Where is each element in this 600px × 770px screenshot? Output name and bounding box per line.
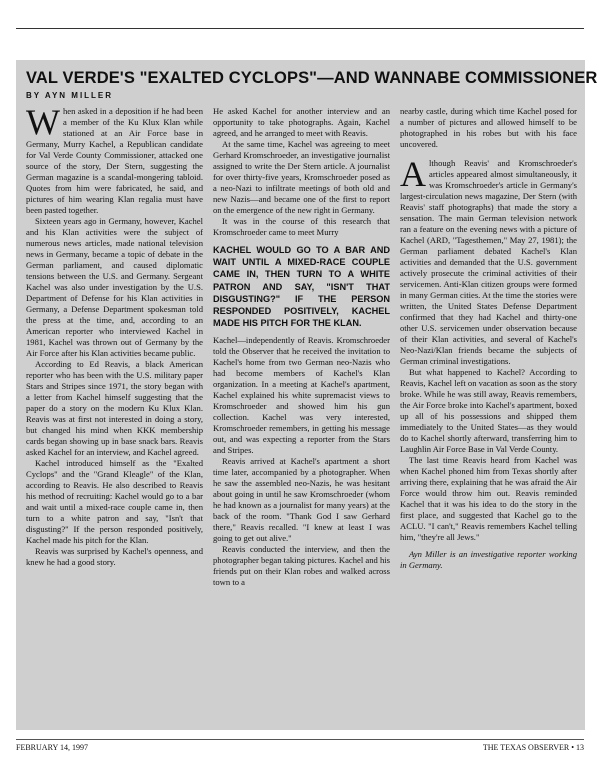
paragraph: It was in the course of this research that Kromschroeder came to meet Murry: [213, 216, 390, 237]
paragraph: The last time Reavis heard from Kachel was when Kachel phoned him from Texas shortly after arriving there, explaining that he was afraid the Air Force would throw him out. Reavis reminded Kachel that it was his idea to do the story in the first place, and suggested that Kachel go to the ACLU. "I can't," Reavis remembers Kachel telling him, "they're all Jews.": [400, 455, 577, 542]
article-panel: [16, 60, 598, 730]
drop-cap: W: [26, 106, 60, 142]
paragraph: Kachel introduced himself as the "Exalted Cyclops" and the "Grand Kleagle" of the Klan, according to Reavis. He also described to Reavis his method of recruiting: Kachel would go to a bar and wait until a mixed-race couple came in, then turn to a white patron and say, "Isn't that disgusting?" If the person responded positively, Kachel made his pitch for the Klan.: [26, 458, 203, 545]
footer-date: FEBRUARY 14, 1997: [16, 743, 88, 752]
drop-cap: A: [400, 154, 426, 194]
paragraph: Reavis was surprised by Kachel's openness, and knew he had a good story.: [26, 546, 203, 567]
column-1: [26, 106, 203, 724]
paragraph: [400, 154, 577, 367]
paragraph: Reavis conducted the interview, and then the photographer began taking pictures. Kachel and his friends put on their Klan robes and walked across town to a: [213, 544, 390, 588]
column-3: [400, 106, 577, 724]
column-2: [213, 106, 390, 724]
paragraph: According to Ed Reavis, a black American reporter who has been with the U.S. military paper Stars and Stripes since 1971, the story began with a letter from Kachel himself suggesting that the paper do a story on the modern Ku Klux Klan. Reavis was at first not interested in doing a story, but changed his mind when KKK membership cards began showing up in base snack bars. Reavis asked Kachel for an interview, and Kachel agreed.: [26, 359, 203, 457]
paragraph: nearby castle, during which time Kachel posed for a number of pictures and allowed himself to be photographed in his robes but with his face uncovered.: [400, 106, 577, 149]
article-byline: BY AYN MILLER: [26, 91, 114, 100]
footer-publication: THE TEXAS OBSERVER • 13: [482, 743, 584, 752]
author-note: Ayn Miller is an investigative reporter working in Germany.: [400, 549, 577, 570]
paragraph: Sixteen years ago in Germany, however, Kachel and his Klan activities were the subject of numerous news articles, made national television news in Germany, became a topic of debate in the German parliament, and caused diplomatic tensions between the U.S. and Germany. Sergeant Kachel was also under investigation by the U.S. Department of Defense for his Klan activities in Germany, a Defense Department spokesman told the press at the time, and, according to an American reporter who interviewed Kachel in 1981, Kachel was thrown out of Germany by the Air Force after his Klan activities became public.: [26, 216, 203, 358]
paragraph: Kachel—independently of Reavis. Kromschroeder told the Observer that he received the invitation to Kachel's home from two German neo-Nazis who had become members of Kachel's Klan organization. In a meeting at Kachel's apartment, Kachel explained his white supremacist views to Kromschroeder and showed him his gun collection. Kachel was very interested, Kromschroeder remembers, in getting his message out, and was expecting a reporter from the Stars and Stripes.: [213, 335, 390, 456]
paragraph: At the same time, Kachel was agreeing to meet Gerhard Kromschroeder, an investigative journalist assigned to write the Der Stern article. A journalist for over thirty-five years, Kromschroeder posed as a neo-Nazi to infiltrate meetings of both old and new Nazis—and became one of the first to report on the emergence of the new right in Germany.: [213, 139, 390, 215]
article-columns: [26, 106, 577, 724]
top-rule: [16, 28, 584, 29]
paragraph: He asked Kachel for another interview and an opportunity to take photographs. Again, Kachel agreed, and he arranged to meet with Reavis.: [213, 106, 390, 138]
article-title: VAL VERDE'S "EXALTED CYCLOPS"—AND WANNABE COMMISSIONER: [26, 69, 598, 87]
paragraph-text: lthough Reavis' and Kromschroeder's articles appeared almost simultaneously, it was Kromschroeder's article in Germany's largest-circulation news magazine, Der Stern (with Reavis' staff photographs) that made the story a sensation. The main German television network ran a feature on the evening news with a picture of Kachel (ARD, "Tagesthemen," May 27, 1981); the German parliament debated Kachel's Klan activities and demanded that the U.S. government actively prosecute the criminal activities of their servicemen. Anti-Klan citizen groups were formed in many German cities. At the time the stories were written, the United States Defense Department confirmed that they had Kachel and thirty-one other U.S. servicemen under observation because of their Klan activities, and several of Kachel's Neo-Nazi/Klan friends became the subjects of German criminal investigations.: [400, 158, 577, 366]
pull-quote: KACHEL WOULD GO TO A BAR AND WAIT UNTIL A MIXED-RACE COUPLE CAME IN, THEN TURN TO A WHITE PATRON AND SAY, "ISN'T THAT DISGUSTING?" IF THE PERSON RESPONDED POSITIVELY, KACHEL MADE HIS PITCH FOR THE KLAN.: [213, 245, 390, 329]
paragraph: But what happened to Kachel? According to Reavis, Kachel left on vacation as soon as the story broke. While he was still away, Reavis remembers, the Air Force broke into Kachel's apartment, boxed up all of his possessions and shipped them immediately to the United States—as they would do to Kachel shortly afterward, transferring him to Laughlin Air Force Base in Val Verde County.: [400, 367, 577, 454]
footer-rule: [16, 739, 584, 740]
paragraph: Reavis arrived at Kachel's apartment a short time later, accompanied by a photographer. When he saw the assembled neo-Nazis, he was hesitant about going in until he saw Kromschroeder (whom he had known as a journalist for many years) at the back of the room. "Thank God I saw Gerhard there," Reavis recalled. "I knew at least I was going to get out alive.": [213, 456, 390, 544]
paragraph-text: hen asked in a deposition if he had been a member of the Ku Klux Klan while stationed at an Air Force base in Germany, Murry Kachel, a Republican candidate for Val Verde County Commissioner, attacked one source of the story, Der Stern, suggesting the German magazine is a scandal-mongering tabloid. Quotes from him were fabricated, he said, and pictures of him wearing Klan regalia must have been pasted together.: [26, 106, 203, 215]
paragraph: [26, 106, 203, 216]
